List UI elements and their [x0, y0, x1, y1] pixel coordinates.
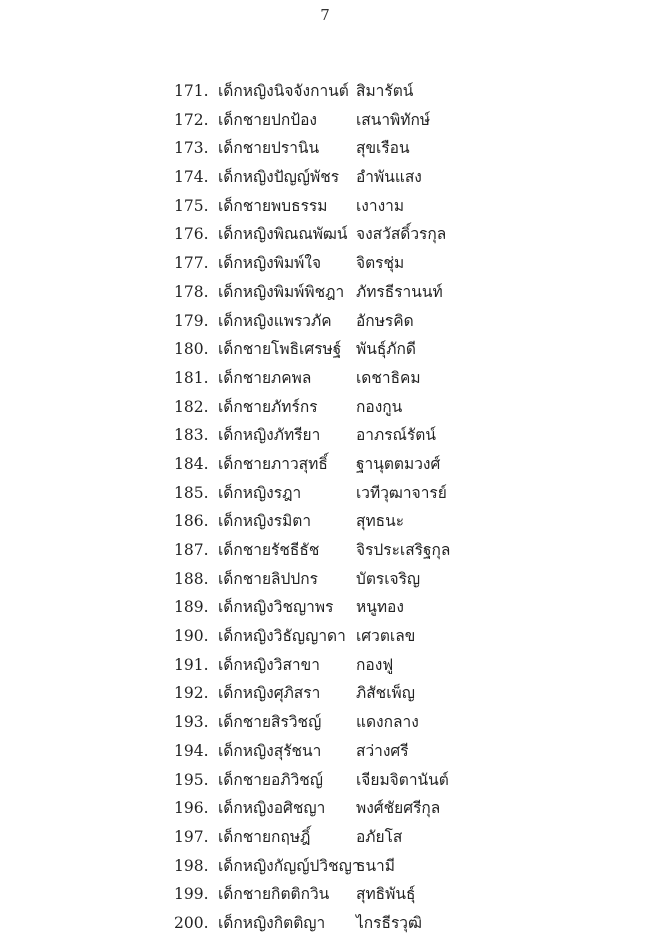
list-item [0, 393, 650, 422]
entry-number: 196. [174, 799, 209, 818]
entry-last-name: เดชาธิคม [356, 368, 421, 387]
entry-number: 188. [174, 569, 209, 588]
entry-number: 174. [174, 168, 209, 187]
entry-number: 184. [174, 454, 209, 473]
entry-number: 171. [174, 82, 209, 100]
entry-first-name: เด็กหญิงวิธัญญาดา [218, 627, 346, 646]
entry-last-name: ภิสัชเพ็ญ [356, 684, 415, 703]
list-item [0, 163, 650, 192]
entry-last-name: พันธุ์ภักดี [356, 340, 416, 359]
entry-number: 195. [174, 770, 209, 789]
entry-first-name: เด็กชายกิตติกวิน [218, 885, 330, 904]
entry-number: 197. [174, 827, 209, 846]
entry-first-name: เด็กหญิงปัญญ์พัชร [218, 168, 340, 187]
entry-first-name: เด็กหญิงพิณณพัฒน์ [218, 225, 348, 244]
entry-first-name: เด็กหญิงกัญญ์ปวิชญา [218, 856, 361, 875]
entry-first-name: เด็กชายสิรวิชญ์ [218, 713, 322, 732]
entry-number: 181. [174, 368, 209, 387]
entry-number: 192. [174, 684, 209, 703]
list-item [0, 593, 650, 622]
entry-first-name: เด็กชายโพธิเศรษฐ์ [218, 340, 342, 359]
list-item [0, 335, 650, 364]
list-item [0, 364, 650, 393]
entry-first-name: เด็กหญิงสุรัชนา [218, 741, 322, 760]
list-item [0, 622, 650, 651]
entry-number: 175. [174, 196, 209, 215]
entry-last-name: เงางาม [356, 196, 405, 215]
entry-number: 178. [174, 282, 209, 301]
entry-first-name: เด็กหญิงแพรวภัค [218, 311, 332, 330]
list-item [0, 823, 650, 852]
list-item [0, 220, 650, 249]
entry-number: 199. [174, 885, 209, 904]
entry-number: 177. [174, 254, 209, 273]
list-item [0, 479, 650, 508]
entry-number: 183. [174, 426, 209, 445]
entry-last-name: จิรประเสริฐกุล [356, 541, 451, 559]
list-item [0, 737, 650, 766]
entry-last-name: กองกูน [356, 397, 403, 416]
entry-number: 186. [174, 512, 209, 531]
list-item [0, 565, 650, 594]
entry-first-name: เด็กหญิงพิมพ์พิชฎา [218, 282, 345, 301]
entry-first-name: เด็กหญิงวิสาขา [218, 655, 320, 674]
list-item [0, 708, 650, 737]
entry-first-name: เด็กชายปรานิน [218, 139, 320, 158]
list-item [0, 106, 650, 135]
entry-number: 200. [174, 913, 209, 932]
entry-last-name: อภัยโส [356, 827, 403, 846]
entry-last-name: หนูทอง [356, 598, 404, 617]
entry-number: 172. [174, 110, 209, 129]
entry-last-name: อักษรคิด [356, 311, 414, 330]
entry-last-name: จิตรชุ่ม [356, 254, 405, 273]
list-item [0, 507, 650, 536]
list-item [0, 307, 650, 336]
entry-last-name: เสนาพิทักษ์ [356, 110, 431, 129]
entry-number: 190. [174, 627, 209, 646]
list-item [0, 794, 650, 823]
list-item [0, 77, 650, 106]
entry-number: 189. [174, 598, 209, 617]
entry-last-name: บัตรเจริญ [356, 569, 421, 588]
entry-first-name: เด็กชายภาวสุทธิ์ [218, 454, 328, 473]
student-name-list [0, 77, 650, 938]
list-item [0, 766, 650, 795]
entry-last-name: พงศ์ชัยศรีกุล [356, 799, 441, 818]
list-item [0, 450, 650, 479]
entry-first-name: เด็กชายภคพล [218, 368, 312, 387]
entry-first-name: เด็กชายกฤษฎิ์ [218, 827, 311, 846]
entry-last-name: จงสวัสดิ์วรกุล [356, 225, 447, 244]
page-number: 7 [320, 6, 330, 24]
entry-number: 193. [174, 713, 209, 732]
entry-number: 173. [174, 139, 209, 158]
entry-first-name: เด็กชายภัทร์กร [218, 397, 318, 416]
entry-last-name: ภัทรธีรานนท์ [356, 282, 443, 301]
list-item [0, 421, 650, 450]
list-item [0, 909, 650, 938]
entry-number: 194. [174, 741, 209, 760]
entry-last-name: เศวตเลข [356, 627, 416, 646]
entry-first-name: เด็กชายปกป้อง [218, 110, 317, 129]
entry-last-name: สุทธนะ [356, 512, 405, 531]
list-item [0, 192, 650, 221]
list-item [0, 249, 650, 278]
entry-first-name: เด็กหญิงอศิชญา [218, 799, 326, 818]
entry-last-name: ฐานุตตมวงศ์ [356, 454, 441, 473]
entry-number: 191. [174, 655, 209, 674]
list-item [0, 134, 650, 163]
entry-first-name: เด็กหญิงรมิตา [218, 512, 312, 531]
entry-last-name: สิมารัตน์ [356, 82, 414, 100]
list-item [0, 651, 650, 680]
entry-number: 182. [174, 397, 209, 416]
entry-first-name: เด็กหญิงกิตติญา [218, 913, 326, 932]
entry-last-name: ไกรธีรวุฒิ [356, 913, 422, 932]
entry-first-name: เด็กชายลิปปกร [218, 569, 318, 588]
entry-first-name: เด็กชายอภิวิชญ์ [218, 770, 324, 789]
entry-last-name: สว่างศรี [356, 741, 409, 760]
entry-last-name: กองฟู [356, 655, 394, 674]
list-item [0, 278, 650, 307]
entry-first-name: เด็กชายพบธรรม [218, 196, 328, 215]
entry-last-name: สุขเรือน [356, 139, 410, 158]
entry-number: 180. [174, 340, 209, 359]
list-item [0, 852, 650, 881]
entry-first-name: เด็กหญิงรฎา [218, 483, 302, 502]
entry-last-name: แดงกลาง [356, 713, 419, 732]
entry-first-name: เด็กชายรัชธีธัช [218, 541, 320, 559]
entry-number: 185. [174, 483, 209, 502]
list-item [0, 880, 650, 909]
entry-last-name: ธนามี [356, 856, 395, 875]
entry-last-name: อำพันแสง [356, 168, 422, 187]
entry-first-name: เด็กหญิงนิจจังกานต์ [218, 82, 349, 100]
list-item [0, 536, 650, 565]
entry-number: 176. [174, 225, 209, 244]
list-item [0, 679, 650, 708]
entry-number: 198. [174, 856, 209, 875]
entry-number: 187. [174, 541, 209, 559]
entry-last-name: อาภรณ์รัตน์ [356, 426, 436, 445]
entry-last-name: สุทธิพันธุ์ [356, 885, 416, 904]
entry-first-name: เด็กหญิงศุภิสรา [218, 684, 321, 703]
entry-first-name: เด็กหญิงพิมพ์ใจ [218, 254, 322, 273]
entry-first-name: เด็กหญิงภัทรียา [218, 426, 321, 445]
entry-last-name: เวทีวุฒาจารย์ [356, 483, 447, 502]
entry-first-name: เด็กหญิงวิชญาพร [218, 598, 334, 617]
entry-number: 179. [174, 311, 209, 330]
entry-last-name: เจียมจิตานันต์ [356, 770, 449, 789]
